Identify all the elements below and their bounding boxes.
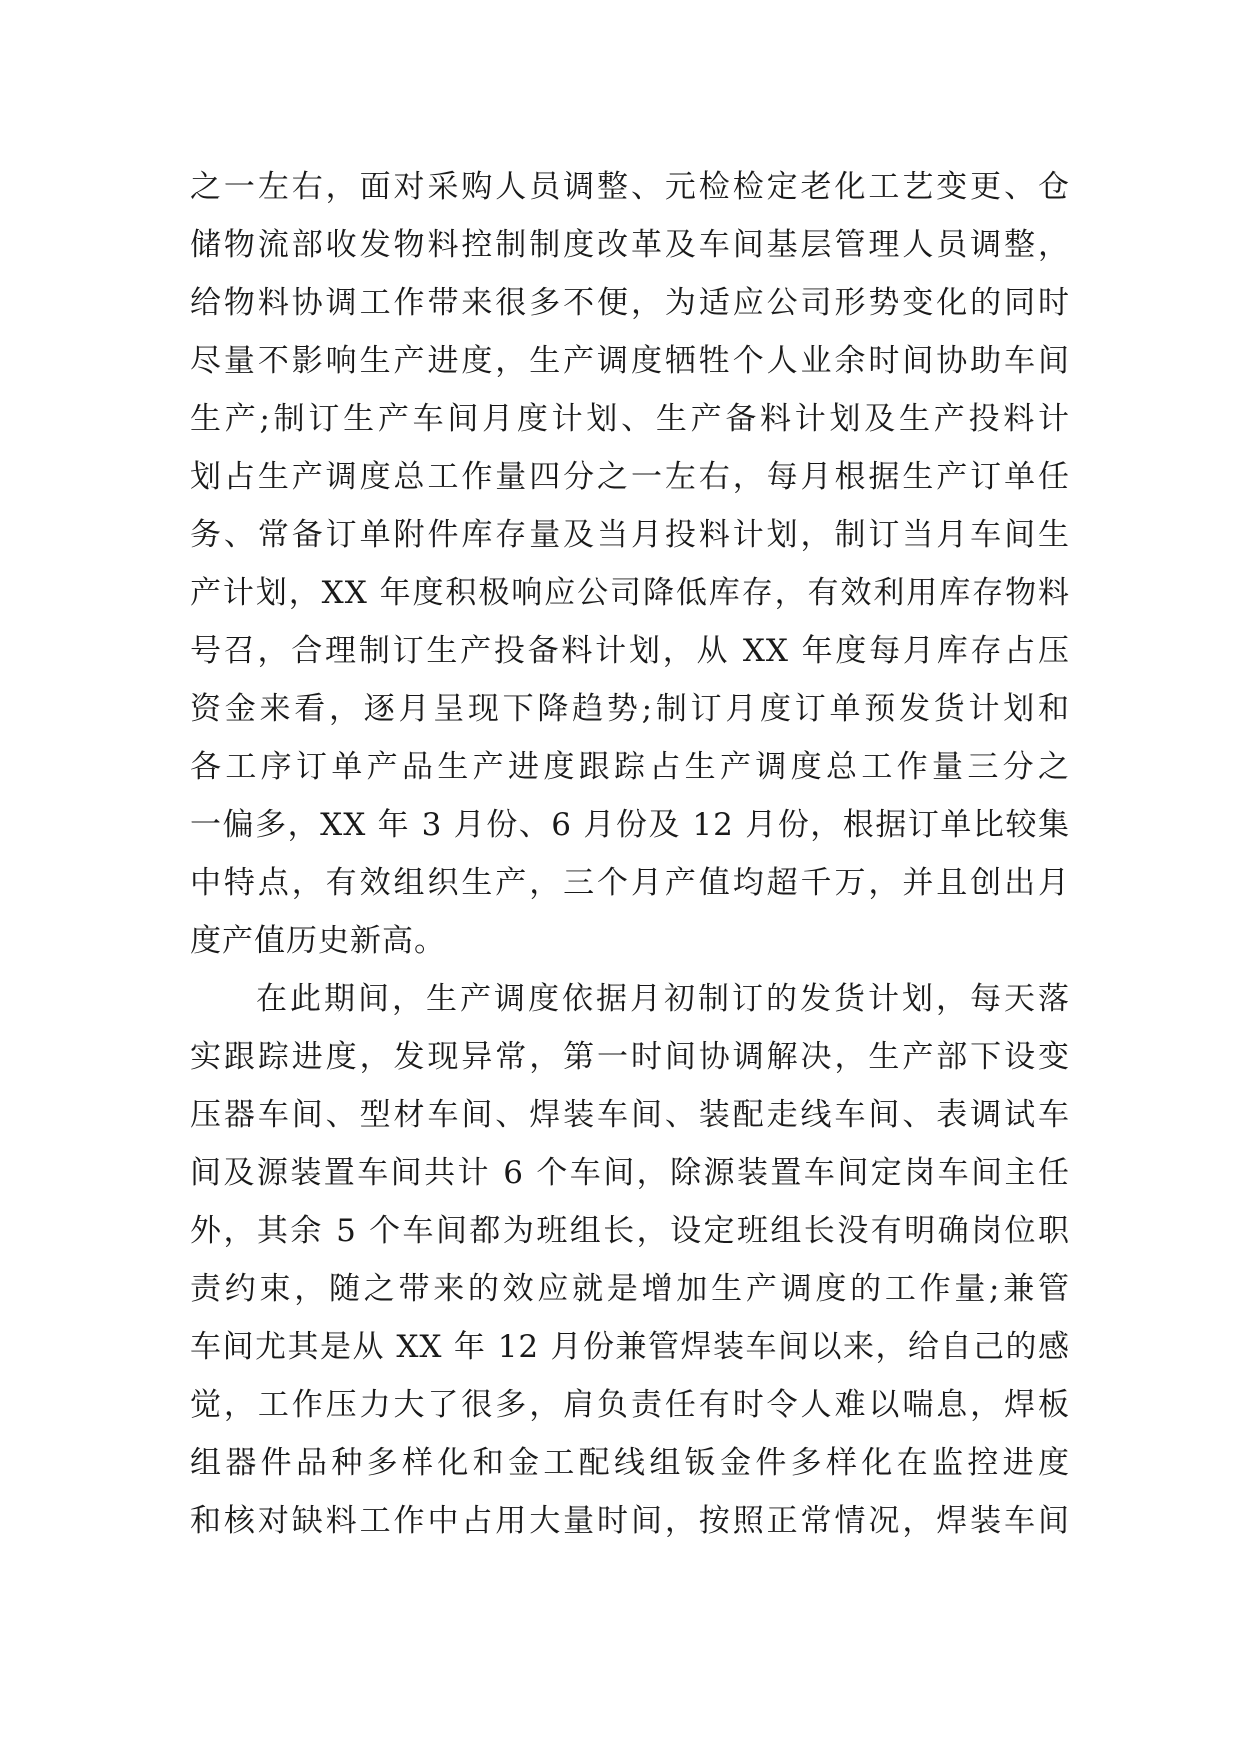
text-line: 划占生产调度总工作量四分之一左右，每月根据生产订单任: [190, 459, 1070, 495]
paragraph-2: [190, 970, 1070, 1550]
text-line: 压器车间、型材车间、焊装车间、装配走线车间、表调试车: [190, 1097, 1070, 1133]
text-line: 和核对缺料工作中占用大量时间，按照正常情况，焊装车间: [190, 1503, 1070, 1539]
text-line: 间及源装置车间共计 6 个车间，除源装置车间定岗车间主任: [190, 1155, 1070, 1191]
text-line: 中特点，有效组织生产，三个月产值均超千万，并且创出月: [190, 865, 1070, 901]
text-line: 尽量不影响生产进度，生产调度牺牲个人业余时间协助车间: [190, 343, 1070, 379]
text-line: 车间尤其是从 XX 年 12 月份兼管焊装车间以来，给自己的感: [190, 1329, 1070, 1365]
text-line: 一偏多，XX 年 3 月份、6 月份及 12 月份，根据订单比较集: [190, 807, 1070, 843]
text-line: 务、常备订单附件库存量及当月投料计划，制订当月车间生: [190, 517, 1070, 553]
text-line: 之一左右，面对采购人员调整、元检检定老化工艺变更、仓: [190, 169, 1070, 205]
text-line: 在此期间，生产调度依据月初制订的发货计划，每天落: [256, 981, 1070, 1017]
paragraph-1: [190, 158, 1070, 970]
text-line: 资金来看，逐月呈现下降趋势;制订月度订单预发货计划和: [190, 691, 1070, 727]
text-line: 实跟踪进度，发现异常，第一时间协调解决，生产部下设变: [190, 1039, 1070, 1075]
text-line: 度产值历史新高。: [190, 923, 446, 959]
text-line: 组器件品种多样化和金工配线组钣金件多样化在监控进度: [190, 1445, 1070, 1481]
text-line: 储物流部收发物料控制制度改革及车间基层管理人员调整，: [190, 227, 1070, 263]
body-text: [190, 158, 1070, 1550]
text-line: 各工序订单产品生产进度跟踪占生产调度总工作量三分之: [190, 749, 1070, 785]
text-line: 号召，合理制订生产投备料计划，从 XX 年度每月库存占压: [190, 633, 1070, 669]
text-line: 给物料协调工作带来很多不便，为适应公司形势变化的同时: [190, 285, 1070, 321]
text-line: 外，其余 5 个车间都为班组长，设定班组长没有明确岗位职: [190, 1213, 1070, 1249]
text-line: 觉，工作压力大了很多，肩负责任有时令人难以喘息，焊板: [190, 1387, 1070, 1423]
text-line: 产计划，XX 年度积极响应公司降低库存，有效利用库存物料: [190, 575, 1070, 611]
text-line: 生产;制订生产车间月度计划、生产备料计划及生产投料计: [190, 401, 1070, 437]
text-line: 责约束，随之带来的效应就是增加生产调度的工作量;兼管: [190, 1271, 1070, 1307]
